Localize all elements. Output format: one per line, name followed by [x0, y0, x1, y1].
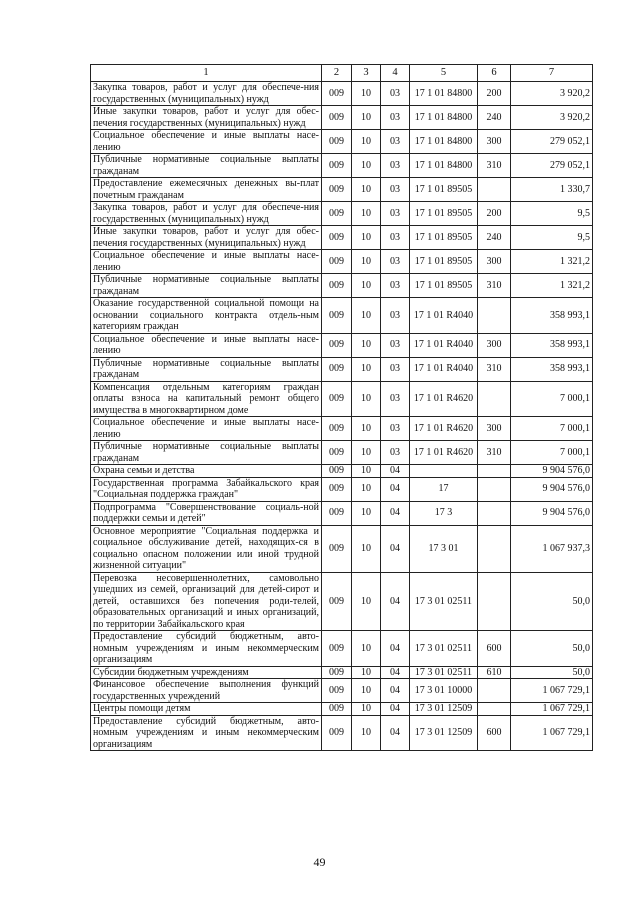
cell-name: Публичные нормативные социальные выплаты гражданам	[91, 357, 322, 381]
cell-target-item: 17 1 01 84800	[410, 154, 478, 178]
cell-ministry-code: 009	[322, 679, 352, 703]
cell-ministry-code: 009	[322, 154, 352, 178]
cell-section: 10	[352, 477, 381, 501]
cell-amount: 50,0	[511, 666, 593, 679]
table-row	[91, 250, 593, 274]
cell-expense-type: 300	[478, 333, 511, 357]
cell-subsection: 04	[381, 501, 410, 525]
cell-amount: 358 993,1	[511, 333, 593, 357]
cell-expense-type: 310	[478, 154, 511, 178]
cell-amount: 279 052,1	[511, 130, 593, 154]
cell-target-item: 17 1 01 84800	[410, 82, 478, 106]
cell-name: Оказание государственной социальной помощи на основании социального контракта отдель-ным категориям граждан	[91, 298, 322, 334]
cell-amount: 9 904 576,0	[511, 477, 593, 501]
cell-amount: 9 904 576,0	[511, 465, 593, 478]
cell-target-item: 17 1 01 89505	[410, 274, 478, 298]
cell-amount: 1 321,2	[511, 250, 593, 274]
cell-amount: 1 067 729,1	[511, 679, 593, 703]
table-row	[91, 82, 593, 106]
cell-expense-type: 200	[478, 82, 511, 106]
cell-amount: 9 904 576,0	[511, 501, 593, 525]
cell-section: 10	[352, 357, 381, 381]
cell-section: 10	[352, 525, 381, 572]
cell-amount: 50,0	[511, 572, 593, 631]
cell-expense-type	[478, 298, 511, 334]
header-col-5: 5	[410, 65, 478, 82]
cell-subsection: 03	[381, 333, 410, 357]
cell-name: Компенсация отдельным категориям граждан оплаты взноса на капитальный ремонт общего имущества в многоквартирном доме	[91, 381, 322, 417]
table-row	[91, 417, 593, 441]
cell-target-item: 17 3 01 10000	[410, 679, 478, 703]
table-row	[91, 357, 593, 381]
cell-amount: 1 067 729,1	[511, 715, 593, 751]
cell-expense-type	[478, 178, 511, 202]
cell-ministry-code: 009	[322, 501, 352, 525]
cell-expense-type: 240	[478, 226, 511, 250]
cell-expense-type: 310	[478, 274, 511, 298]
cell-target-item: 17 1 01 R4620	[410, 381, 478, 417]
cell-name: Перевозка несовершеннолетних, самовольно ушедших из семей, организаций для детей-сирот и детей, оставшихся без попечения роди-телей, образовательных организаций и иных организаций, по территории Забайкальского края	[91, 572, 322, 631]
cell-amount: 279 052,1	[511, 154, 593, 178]
cell-section: 10	[352, 250, 381, 274]
cell-amount: 7 000,1	[511, 381, 593, 417]
cell-ministry-code: 009	[322, 250, 352, 274]
table-row	[91, 106, 593, 130]
cell-expense-type: 300	[478, 417, 511, 441]
cell-target-item: 17 1 01 89505	[410, 178, 478, 202]
cell-subsection: 04	[381, 525, 410, 572]
cell-section: 10	[352, 178, 381, 202]
cell-expense-type	[478, 465, 511, 478]
cell-expense-type: 200	[478, 202, 511, 226]
cell-target-item: 17 1 01 R4040	[410, 357, 478, 381]
table-row	[91, 178, 593, 202]
cell-expense-type: 240	[478, 106, 511, 130]
cell-amount: 7 000,1	[511, 417, 593, 441]
cell-ministry-code: 009	[322, 715, 352, 751]
cell-ministry-code: 009	[322, 82, 352, 106]
table-row	[91, 501, 593, 525]
cell-expense-type	[478, 501, 511, 525]
cell-ministry-code: 009	[322, 226, 352, 250]
table-row	[91, 202, 593, 226]
cell-section: 10	[352, 631, 381, 667]
cell-ministry-code: 009	[322, 106, 352, 130]
cell-subsection: 04	[381, 631, 410, 667]
table-row	[91, 130, 593, 154]
cell-name: Финансовое обеспечение выполнения функций государственных учреждений	[91, 679, 322, 703]
cell-name: Иные закупки товаров, работ и услуг для обес-печения государственных (муниципальных) нужд	[91, 106, 322, 130]
cell-name: Социальное обеспечение и иные выплаты насе-лению	[91, 333, 322, 357]
cell-subsection: 03	[381, 226, 410, 250]
cell-amount: 1 330,7	[511, 178, 593, 202]
cell-ministry-code: 009	[322, 441, 352, 465]
cell-section: 10	[352, 226, 381, 250]
cell-ministry-code: 009	[322, 202, 352, 226]
cell-section: 10	[352, 703, 381, 716]
cell-target-item: 17 3 01 02511	[410, 666, 478, 679]
cell-amount: 358 993,1	[511, 357, 593, 381]
cell-target-item: 17 1 01 84800	[410, 106, 478, 130]
cell-ministry-code: 009	[322, 465, 352, 478]
cell-ministry-code: 009	[322, 631, 352, 667]
cell-amount: 1 067 729,1	[511, 703, 593, 716]
cell-section: 10	[352, 298, 381, 334]
cell-expense-type	[478, 572, 511, 631]
header-col-2: 2	[322, 65, 352, 82]
cell-subsection: 03	[381, 274, 410, 298]
cell-target-item: 17 3 01 12509	[410, 715, 478, 751]
cell-target-item: 17 3 01	[410, 525, 478, 572]
cell-section: 10	[352, 572, 381, 631]
table-row	[91, 477, 593, 501]
cell-name: Социальное обеспечение и иные выплаты насе-лению	[91, 250, 322, 274]
cell-subsection: 03	[381, 202, 410, 226]
table-row	[91, 441, 593, 465]
table-row	[91, 666, 593, 679]
table-row	[91, 525, 593, 572]
header-col-1: 1	[91, 65, 322, 82]
cell-section: 10	[352, 465, 381, 478]
cell-section: 10	[352, 274, 381, 298]
cell-subsection: 03	[381, 298, 410, 334]
cell-section: 10	[352, 441, 381, 465]
table-row	[91, 703, 593, 716]
cell-amount: 50,0	[511, 631, 593, 667]
cell-amount: 3 920,2	[511, 106, 593, 130]
cell-subsection: 04	[381, 715, 410, 751]
cell-subsection: 04	[381, 703, 410, 716]
cell-name: Подпрограмма "Совершенствование социаль-ной поддержки семьи и детей"	[91, 501, 322, 525]
cell-section: 10	[352, 154, 381, 178]
cell-target-item: 17 1 01 R4040	[410, 298, 478, 334]
header-col-4: 4	[381, 65, 410, 82]
cell-name: Охрана семьи и детства	[91, 465, 322, 478]
page-number: 49	[313, 855, 326, 869]
cell-name: Предоставление субсидий бюджетным, авто-номным учреждениям и иным некоммерческим организациям	[91, 631, 322, 667]
cell-ministry-code: 009	[322, 274, 352, 298]
cell-target-item: 17 3 01 02511	[410, 572, 478, 631]
cell-section: 10	[352, 333, 381, 357]
cell-target-item: 17 1 01 89505	[410, 226, 478, 250]
table-row	[91, 572, 593, 631]
cell-target-item: 17 1 01 R4620	[410, 417, 478, 441]
cell-subsection: 04	[381, 477, 410, 501]
cell-name: Публичные нормативные социальные выплаты гражданам	[91, 154, 322, 178]
cell-target-item: 17 1 01 R4620	[410, 441, 478, 465]
cell-ministry-code: 009	[322, 666, 352, 679]
cell-name: Основное мероприятие "Социальная поддержка и социальное обслуживание детей, находящих-ся в социально опасном положении или иной трудной жизненной ситуации"	[91, 525, 322, 572]
cell-subsection: 04	[381, 465, 410, 478]
cell-expense-type: 610	[478, 666, 511, 679]
cell-expense-type	[478, 679, 511, 703]
cell-expense-type	[478, 525, 511, 572]
cell-section: 10	[352, 501, 381, 525]
cell-expense-type: 300	[478, 250, 511, 274]
cell-expense-type: 310	[478, 441, 511, 465]
cell-name: Предоставление субсидий бюджетным, авто-номным учреждениям и иным некоммерческим организациям	[91, 715, 322, 751]
table-row	[91, 715, 593, 751]
cell-name: Предоставление ежемесячных денежных вы-плат почетным гражданам	[91, 178, 322, 202]
cell-target-item: 17 1 01 84800	[410, 130, 478, 154]
cell-expense-type	[478, 477, 511, 501]
cell-subsection: 03	[381, 106, 410, 130]
header-row	[91, 65, 593, 82]
table-row	[91, 631, 593, 667]
cell-amount: 7 000,1	[511, 441, 593, 465]
cell-subsection: 03	[381, 130, 410, 154]
cell-amount: 358 993,1	[511, 298, 593, 334]
cell-ministry-code: 009	[322, 178, 352, 202]
cell-subsection: 03	[381, 417, 410, 441]
table-row	[91, 226, 593, 250]
cell-section: 10	[352, 130, 381, 154]
cell-section: 10	[352, 202, 381, 226]
table-body	[91, 82, 593, 751]
cell-name: Центры помощи детям	[91, 703, 322, 716]
cell-subsection: 03	[381, 357, 410, 381]
cell-amount: 9,5	[511, 226, 593, 250]
table-row	[91, 381, 593, 417]
cell-target-item: 17 3 01 02511	[410, 631, 478, 667]
cell-section: 10	[352, 679, 381, 703]
cell-section: 10	[352, 666, 381, 679]
cell-name: Закупка товаров, работ и услуг для обеспече-ния государственных (муниципальных) нужд	[91, 202, 322, 226]
cell-ministry-code: 009	[322, 477, 352, 501]
cell-ministry-code: 009	[322, 130, 352, 154]
cell-section: 10	[352, 82, 381, 106]
cell-section: 10	[352, 417, 381, 441]
table-row	[91, 465, 593, 478]
table-row	[91, 298, 593, 334]
table-row	[91, 333, 593, 357]
cell-amount: 9,5	[511, 202, 593, 226]
cell-target-item: 17 1 01 R4040	[410, 333, 478, 357]
cell-expense-type: 310	[478, 357, 511, 381]
cell-ministry-code: 009	[322, 525, 352, 572]
cell-name: Социальное обеспечение и иные выплаты насе-лению	[91, 417, 322, 441]
cell-name: Закупка товаров, работ и услуг для обеспече-ния государственных (муниципальных) нужд	[91, 82, 322, 106]
cell-expense-type: 600	[478, 715, 511, 751]
cell-amount: 1 067 937,3	[511, 525, 593, 572]
cell-expense-type	[478, 703, 511, 716]
cell-expense-type: 300	[478, 130, 511, 154]
cell-name: Иные закупки товаров, работ и услуг для обес-печения государственных (муниципальных) нужд	[91, 226, 322, 250]
cell-target-item	[410, 465, 478, 478]
cell-ministry-code: 009	[322, 357, 352, 381]
cell-subsection: 04	[381, 679, 410, 703]
cell-expense-type: 600	[478, 631, 511, 667]
cell-target-item: 17 1 01 89505	[410, 202, 478, 226]
cell-subsection: 03	[381, 381, 410, 417]
cell-name: Публичные нормативные социальные выплаты гражданам	[91, 441, 322, 465]
cell-name: Публичные нормативные социальные выплаты гражданам	[91, 274, 322, 298]
cell-amount: 3 920,2	[511, 82, 593, 106]
budget-table	[90, 64, 593, 751]
cell-target-item: 17 3 01 12509	[410, 703, 478, 716]
cell-subsection: 03	[381, 82, 410, 106]
cell-subsection: 04	[381, 666, 410, 679]
cell-target-item: 17 3	[410, 501, 478, 525]
cell-expense-type	[478, 381, 511, 417]
cell-ministry-code: 009	[322, 417, 352, 441]
table-row	[91, 154, 593, 178]
header-col-6: 6	[478, 65, 511, 82]
cell-subsection: 04	[381, 572, 410, 631]
header-col-7: 7	[511, 65, 593, 82]
cell-subsection: 03	[381, 154, 410, 178]
cell-ministry-code: 009	[322, 333, 352, 357]
table-row	[91, 274, 593, 298]
cell-name: Социальное обеспечение и иные выплаты насе-лению	[91, 130, 322, 154]
cell-subsection: 03	[381, 250, 410, 274]
cell-name: Государственная программа Забайкальского края "Социальная поддержка граждан"	[91, 477, 322, 501]
cell-section: 10	[352, 715, 381, 751]
cell-target-item: 17 1 01 89505	[410, 250, 478, 274]
cell-ministry-code: 009	[322, 298, 352, 334]
cell-ministry-code: 009	[322, 703, 352, 716]
header-col-3: 3	[352, 65, 381, 82]
cell-section: 10	[352, 381, 381, 417]
cell-ministry-code: 009	[322, 381, 352, 417]
cell-subsection: 03	[381, 178, 410, 202]
cell-subsection: 03	[381, 441, 410, 465]
cell-name: Субсидии бюджетным учреждениям	[91, 666, 322, 679]
table-row	[91, 679, 593, 703]
cell-ministry-code: 009	[322, 572, 352, 631]
cell-target-item: 17	[410, 477, 478, 501]
cell-amount: 1 321,2	[511, 274, 593, 298]
cell-section: 10	[352, 106, 381, 130]
